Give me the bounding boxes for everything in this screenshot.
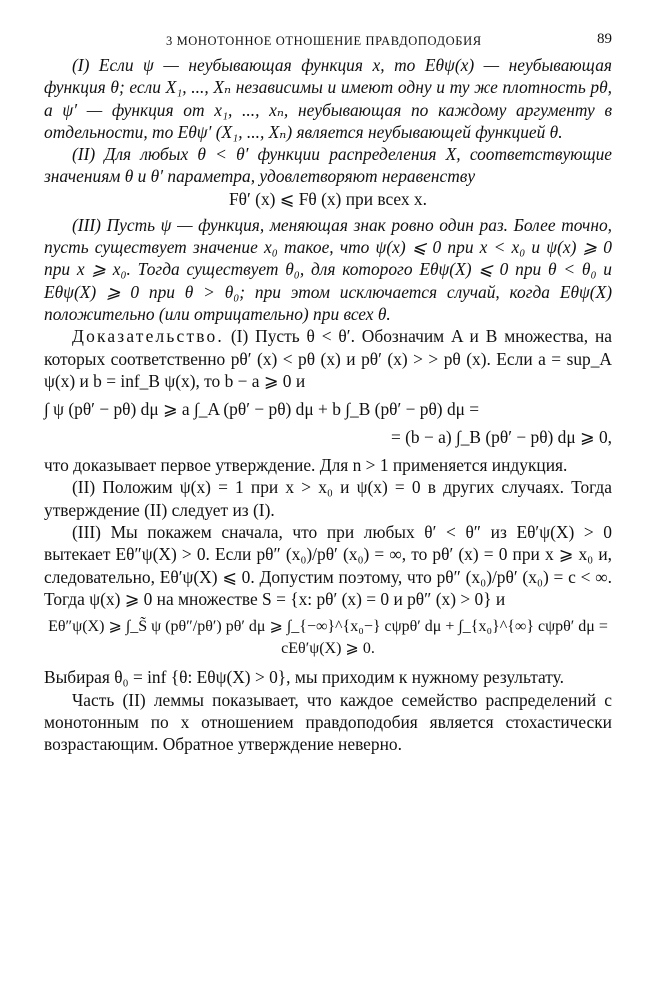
- lemma-part-1: (I) Если ψ — неубывающая функция x, то Eθψ(x) — неубывающая функция θ; если X₁, ..., Xₙ независимы и имеют одну и ту же плотность pθ, а ψ′ — функция от x₁, ..., xₙ, неубывающая по каждому аргументу в отдельности, то Eθψ′ (X₁, ..., Xₙ) является неубывающей функцией θ.: [44, 55, 612, 142]
- proof-label: Доказательство.: [72, 326, 224, 347]
- remark-paragraph: Часть (II) леммы показывает, что каждое семейство распределений с монотонным по x отношением правдоподобия является стохастически возрастающим. Обратное утверждение неверно.: [44, 689, 612, 755]
- proof-part-2: (II) Положим ψ(x) = 1 при x > x₀ и ψ(x) = 0 в других случаях. Тогда утверждение (II) следует из (I).: [44, 477, 612, 520]
- formula-integral-1: ∫ ψ (pθ′ − pθ) dμ ⩾ a ∫_A (pθ′ − pθ) dμ + b ∫_B (pθ′ − pθ) dμ =: [44, 399, 480, 420]
- lemma-part-2: (II) Для любых θ < θ′ функции распределения X, соответствующие значениям θ и θ′ параметра, удовлетворяют неравенству: [44, 144, 612, 187]
- proof-part-3: (III) Мы покажем сначала, что при любых θ′ < θ″ из Eθ′ψ(X) > 0 вытекает Eθ″ψ(X) > 0. Если pθ″ (x₀)/pθ′ (x₀) = ∞, то pθ′ (x) = 0 при x ⩾ x₀ и, следовательно, Eθ′ψ(X) ⩽ 0. Допустим поэтому, что pθ″ (x₀)/pθ′ (x₀) = c < ∞. Тогда ψ(x) ⩾ 0 на множестве S = {x: pθ′ (x) = 0 и pθ″ (x) > 0} и: [44, 522, 612, 609]
- conclusion-paragraph: Выбирая θ₀ = inf {θ: Eθψ(X) > 0}, мы приходим к нужному результату.: [44, 667, 564, 688]
- proof-paragraph: [44, 325, 612, 392]
- formula-integral-2: = (b − a) ∫_B (pθ′ − pθ) dμ ⩾ 0,: [390, 427, 612, 448]
- page-number: 89: [597, 31, 612, 47]
- running-header: [44, 28, 612, 54]
- formula-distribution-inequality: Fθ′ (x) ⩽ Fθ (x) при всех x.: [229, 188, 427, 209]
- induction-paragraph: что доказывает первое утверждение. Для n > 1 применяется индукция.: [44, 455, 568, 476]
- book-page: [44, 28, 612, 755]
- proof-text: (I) Пусть θ < θ′. Обозначим A и B множества, на которых соответственно pθ′ (x) < pθ (x) и pθ′ (x) > > pθ (x). Если a = sup_A ψ(x) и b = inf_B ψ(x), то b − a ⩾ 0 и: [44, 326, 612, 391]
- lemma-part-3: (III) Пусть ψ — функция, меняющая знак ровно один раз. Более точно, пусть существует значение x₀ такое, что ψ(x) ⩽ 0 при x < x₀ и ψ(x) ⩾ 0 при x ⩾ x₀. Тогда существует θ₀, для которого Eθψ(X) ⩽ 0 при θ < θ₀ и Eθψ(X) ⩾ 0 при θ > θ₀; при этом исключается случай, когда Eθψ(X) положительно (или отрицательно) при всех θ.: [44, 214, 612, 324]
- formula-expectation: Eθ″ψ(X) ⩾ ∫_S̃ ψ (pθ″/pθ′) pθ′ dμ ⩾ ∫_{−∞}^{x₀−} cψpθ′ dμ + ∫_{x₀}^{∞} cψpθ′ dμ = cEθ′ψ(X) ⩾ 0.: [48, 618, 608, 658]
- chapter-title: 3 МОНОТОННОЕ ОТНОШЕНИЕ ПРАВДОПОДОБИЯ: [166, 34, 482, 48]
